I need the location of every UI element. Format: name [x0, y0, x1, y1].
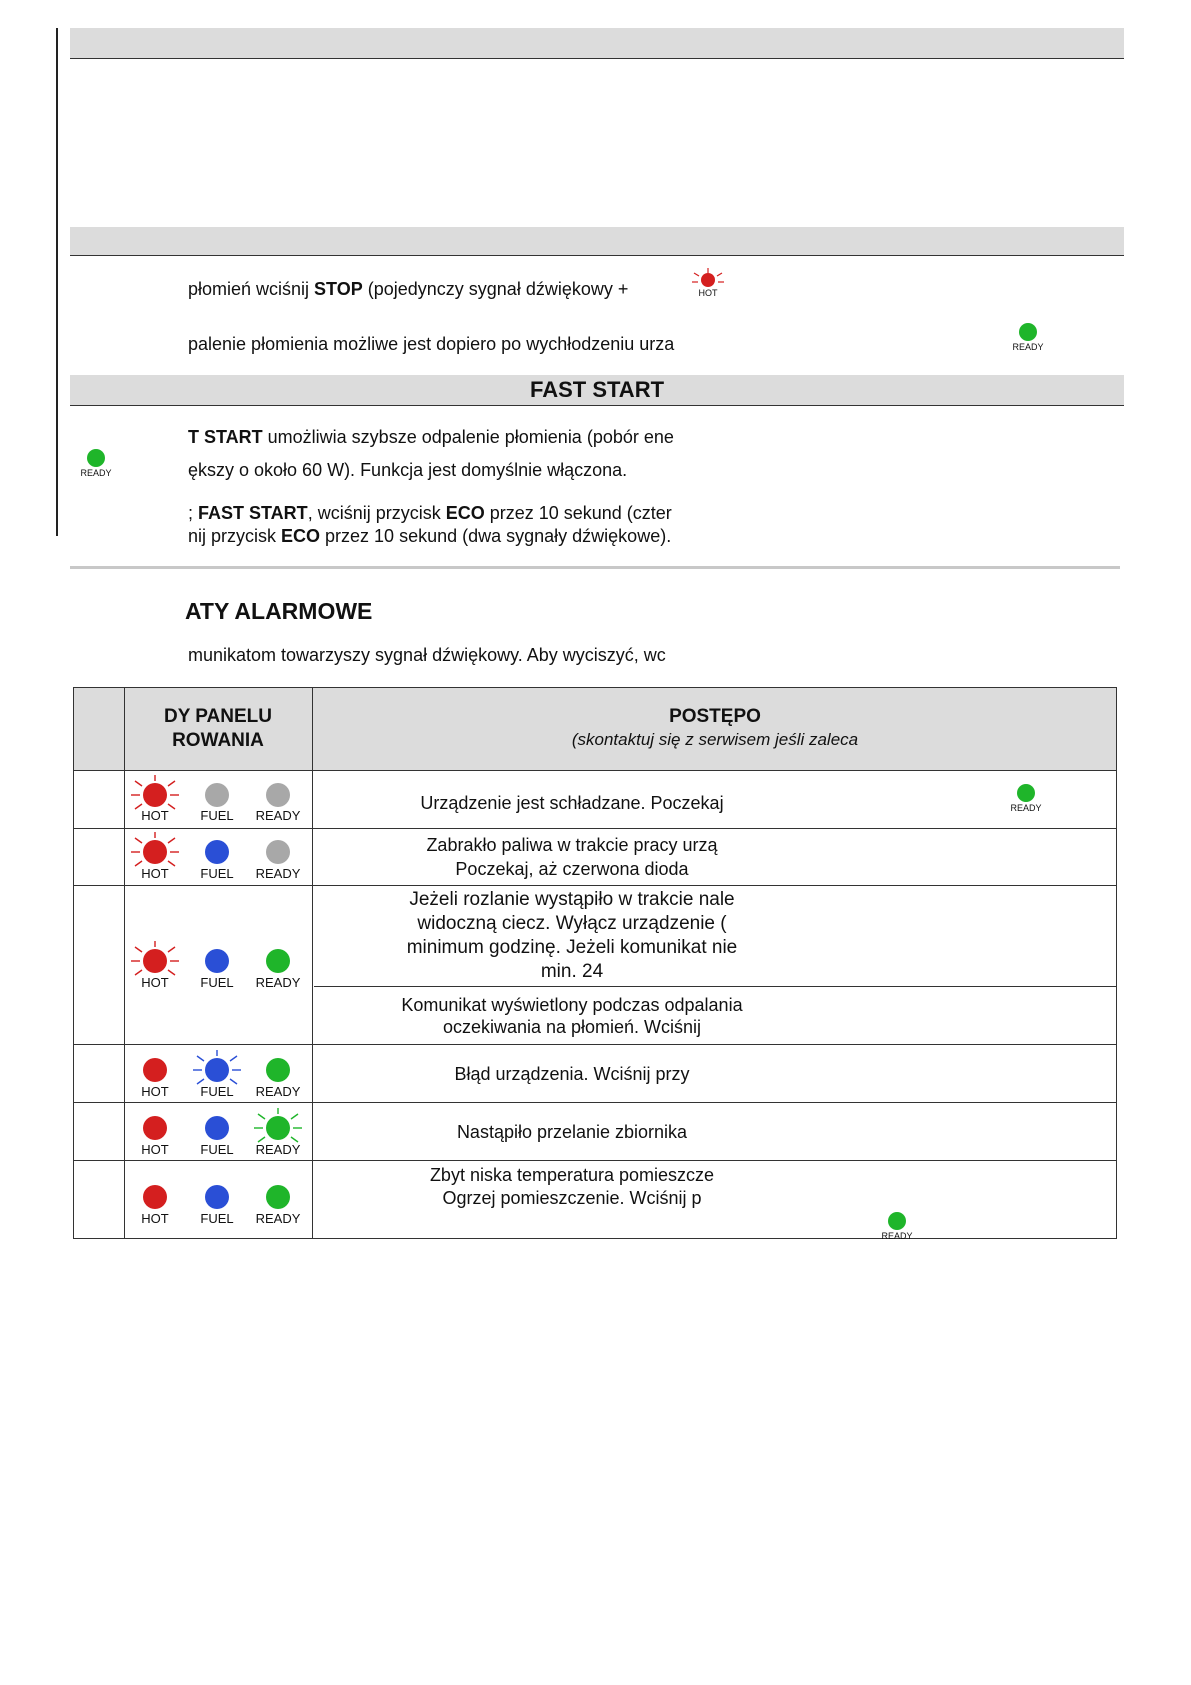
eco-keyword-2: ECO [281, 526, 321, 546]
ready-led-label: READY [255, 975, 301, 990]
fast-line-2: ększy o około 60 W). Funkcja jest domyślnie włączona. [188, 460, 628, 480]
section-bar-1 [70, 28, 1124, 59]
ready-led-label: READY [255, 1142, 301, 1157]
table-head-action-line-1: POSTĘPO [669, 706, 761, 727]
row-3-text-4: min. 24 [540, 961, 604, 982]
stop-line-2: palenie płomienia możliwe jest dopiero po wychłodzeniu urza [188, 334, 675, 354]
hot-small-label: HOT [698, 288, 718, 298]
stop-keyword: STOP [314, 279, 363, 299]
alarms-title: ATY ALARMOWE [185, 598, 373, 624]
ready-small-label-1: READY [1012, 342, 1044, 352]
fast-line-4 [188, 526, 671, 547]
row-5-text: Błąd urządzenia. Wciśnij przy [454, 1064, 690, 1084]
ready-led-label: READY [255, 1084, 301, 1099]
row-divider [74, 1102, 1116, 1103]
ready-led-label: READY [255, 1211, 301, 1226]
row-divider [74, 1160, 1116, 1161]
fast-line-3-post: przez 10 sekund (czter [484, 503, 672, 523]
fuel-led-label: FUEL [200, 808, 234, 823]
fast-line-4-post: przez 10 sekund (dwa sygnały dźwiękowe). [320, 526, 672, 546]
row-divider-partial [314, 986, 1116, 987]
section-bar-fast-start [70, 375, 1124, 406]
section-title-fast-start: FAST START [529, 377, 665, 402]
ready-led-small-icon [1018, 322, 1038, 342]
hot-led-label: HOT [141, 975, 169, 990]
row-3-text-3: minimum godzinę. Jeżeli komunikat nie [406, 937, 738, 958]
fast-line-4-pre: nij przycisk [188, 526, 282, 546]
row-divider [74, 770, 1116, 771]
fuel-led-label: FUEL [200, 1211, 234, 1226]
stop-line-1-pre: płomień wciśnij [188, 279, 315, 299]
ready-small-label-4: READY [881, 1231, 913, 1241]
row-3-text-1: Jeżeli rozlanie wystąpiło w trakcie nale [409, 889, 735, 910]
stop-line-1-post: (pojedynczy sygnał dźwiękowy + [362, 279, 629, 299]
margin-line [56, 28, 58, 536]
ready-small-label-3: READY [1010, 803, 1042, 813]
ready-led-small-icon [86, 448, 106, 468]
row-1-text: Urządzenie jest schładzane. Poczekaj [420, 793, 724, 813]
fast-line-3-mid: , wciśnij przycisk [307, 503, 446, 523]
row-4-text-1: Komunikat wyświetlony podczas odpalania [401, 995, 743, 1015]
eco-keyword: ECO [445, 503, 485, 523]
hot-led-label: HOT [141, 808, 169, 823]
row-4-text-2: oczekiwania na płomień. Wciśnij [442, 1017, 702, 1037]
row-6-text: Nastąpiło przelanie zbiornika [456, 1122, 688, 1142]
table-head-action-line-2: (skontaktuj się z serwisem jeśli zaleca [571, 730, 859, 749]
stop-line-1 [188, 279, 628, 300]
hot-led-label: HOT [141, 1084, 169, 1099]
fuel-led-label: FUEL [200, 866, 234, 881]
ready-led-label: READY [255, 808, 301, 823]
row-2-text-2: Poczekaj, aż czerwona dioda [455, 859, 689, 879]
row-divider [74, 1044, 1116, 1045]
row-7-text-1: Zbyt niska temperatura pomieszcze [429, 1165, 715, 1185]
ready-small-label-2: READY [80, 468, 112, 478]
fuel-led-label: FUEL [200, 1084, 234, 1099]
fast-line-1 [188, 427, 674, 448]
row-2-text-1: Zabrakło paliwa w trakcie pracy urzą [426, 835, 718, 855]
fast-start-keyword: T START [188, 427, 263, 447]
row-7-text-2: Ogrzej pomieszczenie. Wciśnij p [442, 1188, 702, 1208]
row-divider [74, 828, 1116, 829]
fast-line-3-pre: ; [188, 503, 199, 523]
ready-led-label: READY [255, 866, 301, 881]
fast-start-keyword-2: FAST START [198, 503, 308, 523]
section-bar-2 [70, 227, 1124, 256]
ready-led-small-icon [1016, 783, 1036, 803]
fuel-led-label: FUEL [200, 975, 234, 990]
fuel-led-label: FUEL [200, 1142, 234, 1157]
hot-led-label: HOT [141, 1211, 169, 1226]
row-divider [74, 885, 1116, 886]
fast-line-1-post: umożliwia szybsze odpalenie płomienia (pobór ene [262, 427, 674, 447]
section-separator [70, 566, 1120, 569]
row-3-text-2: widoczną ciecz. Wyłącz urządzenie ( [417, 913, 727, 934]
hot-led-label: HOT [141, 1142, 169, 1157]
table-head-panel-line-1: DY PANELU [163, 706, 273, 727]
alarms-intro: munikatom towarzyszy sygnał dźwiękowy. Aby wyciszyć, wc [188, 645, 666, 665]
ready-led-small-icon [887, 1211, 907, 1231]
hot-led-label: HOT [141, 866, 169, 881]
table-head-panel-line-2: ROWANIA [172, 730, 264, 751]
fast-line-3 [188, 503, 672, 524]
